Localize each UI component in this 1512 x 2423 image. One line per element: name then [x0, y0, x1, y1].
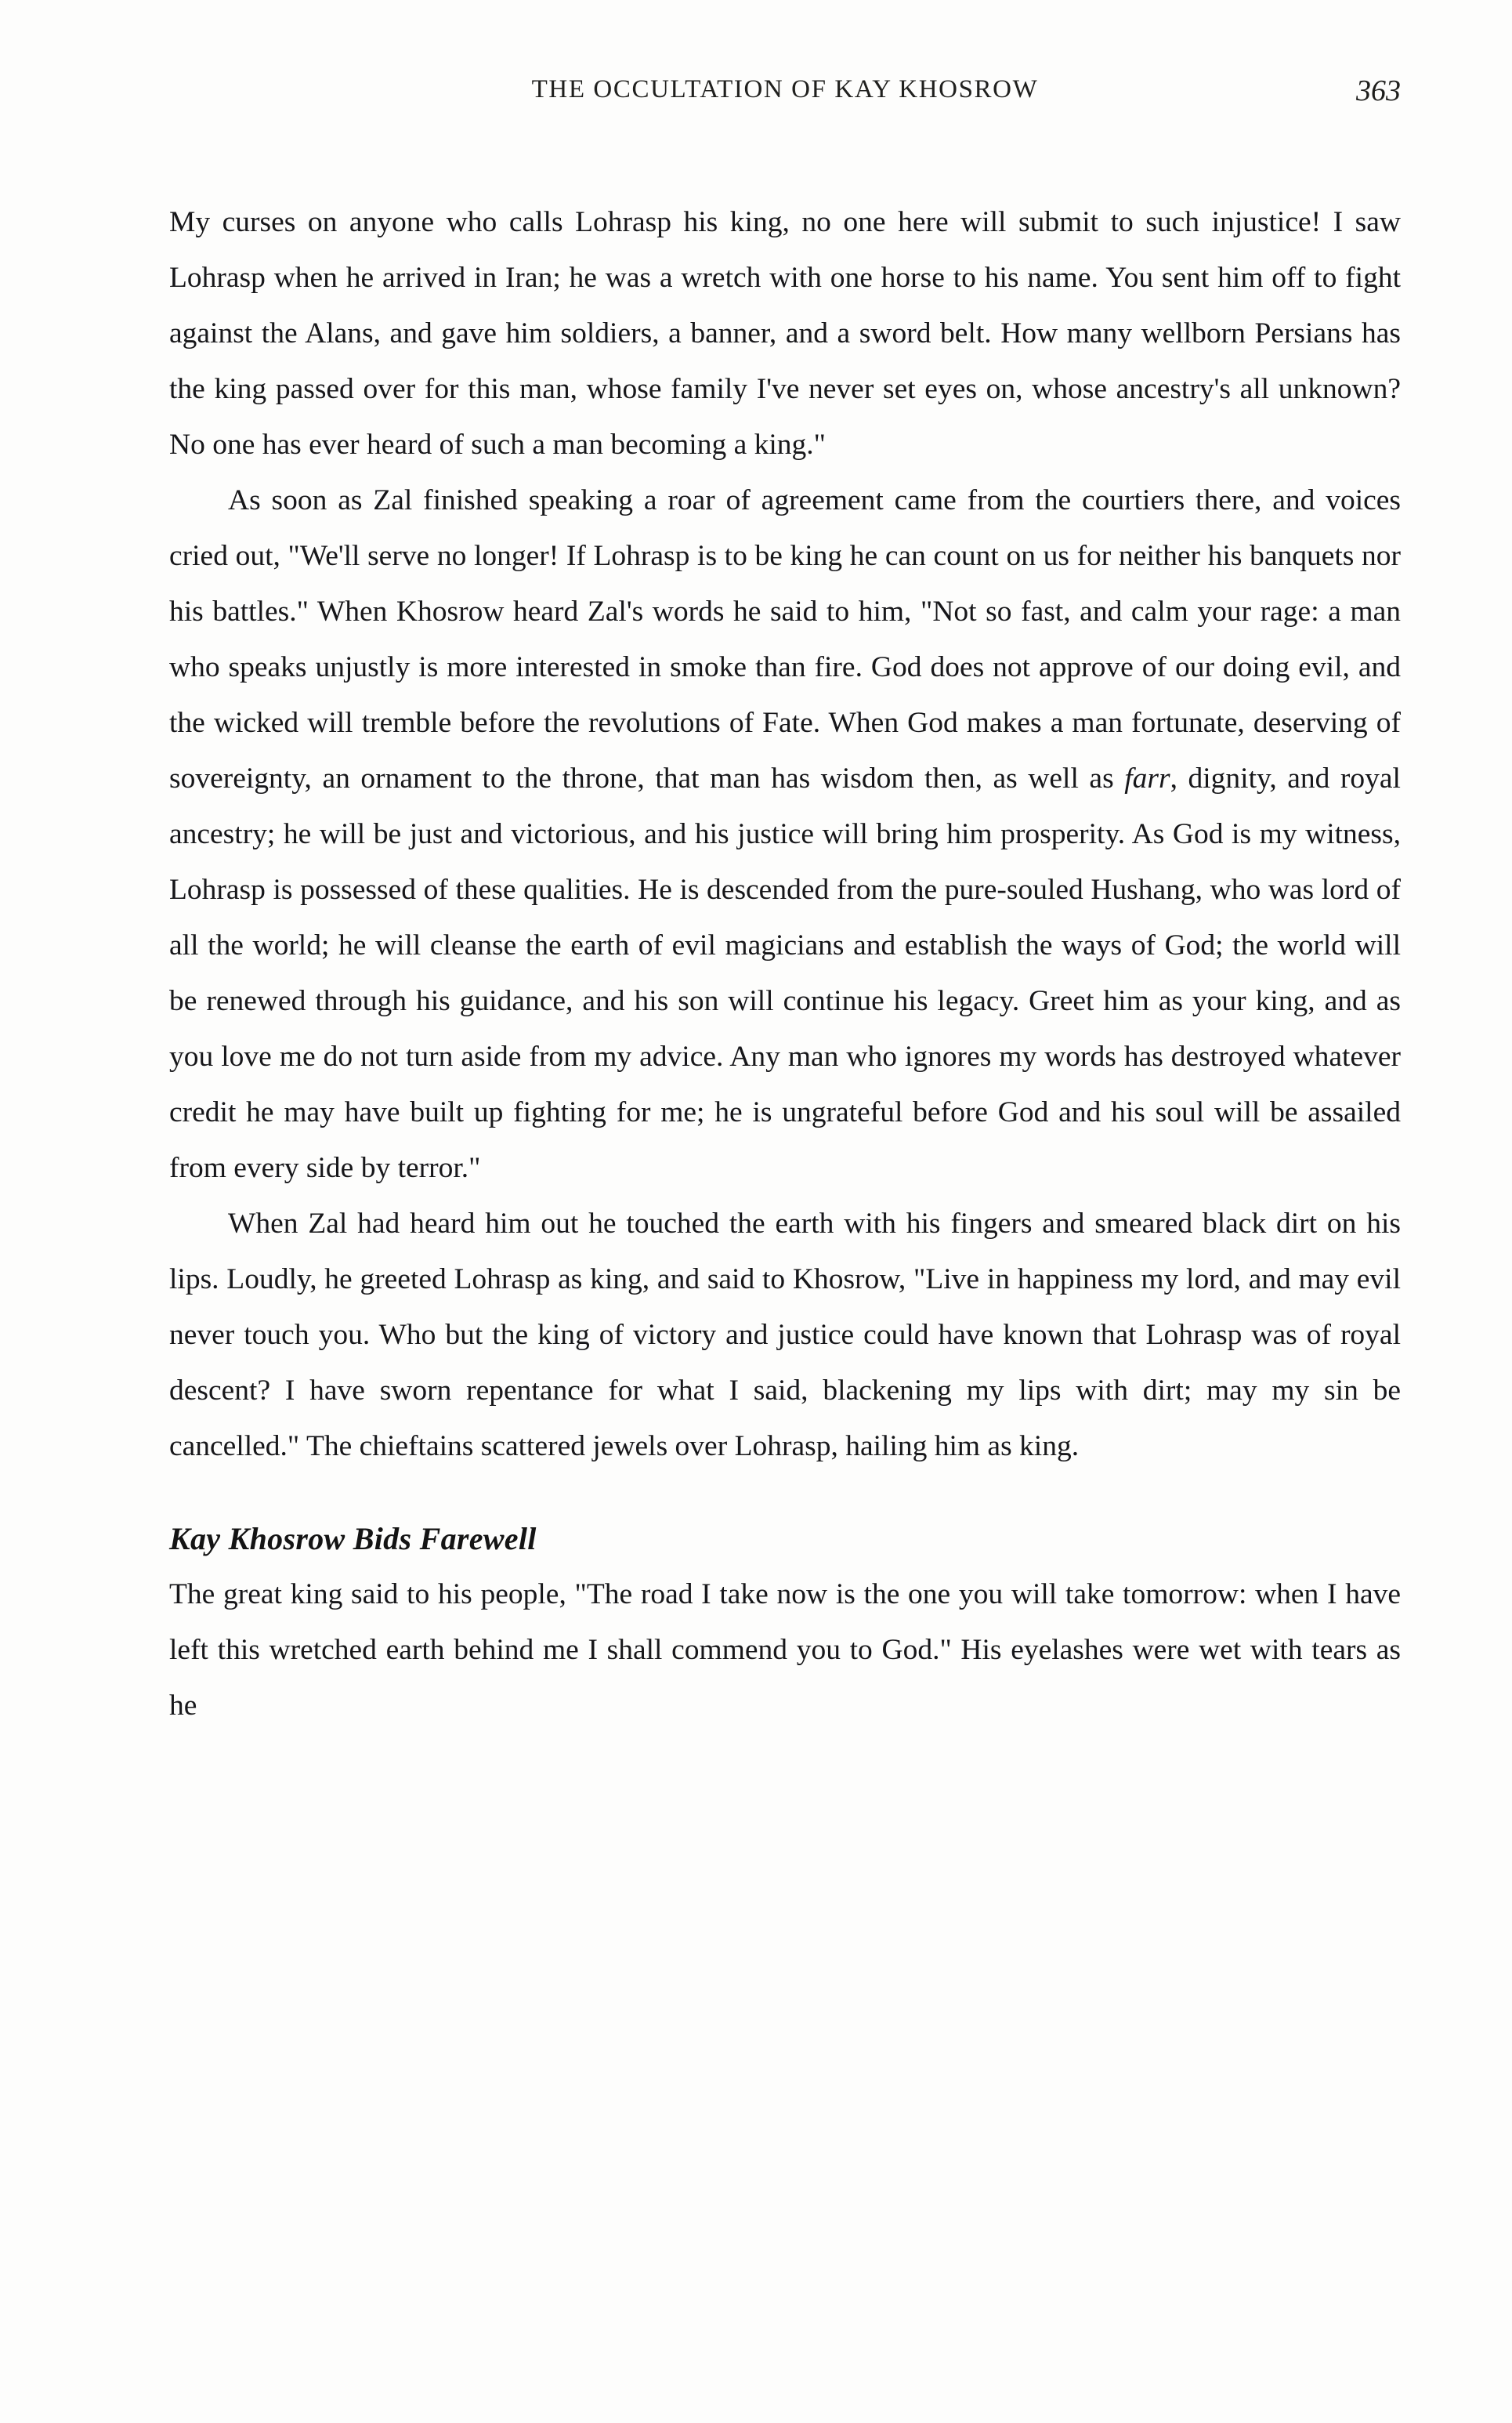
paragraph-1: My curses on anyone who calls Lohrasp his king, no one here will submit to such injustice! I saw Lohrasp when he arrived in Iran; he was a wretch with one horse to his name. You sent him off to fight against the Alans, and gave him soldiers, a banner, and a sword belt. How many wellborn Persians has the king passed over for this man, whose family I've never set eyes on, whose ancestry's all unknown? No one has ever heard of such a man becoming a king." [169, 206, 1401, 461]
page-content-area [169, 63, 1401, 1733]
page-number: 363 [1356, 74, 1401, 107]
paragraph-2-part-2: , dignity, and royal ancestry; he will be just and victorious, and his justice will bring him prosperity. As God is my witness, Lohrasp is possessed of these qualities. He is descended from the pure-souled Hushang, who was lord of all the world; he will cleanse the earth of evil magicians and establish the ways of God; the world will be renewed through his guidance, and his son will continue his legacy. Greet him as your king, and as you love me do not turn aside from my advice. Any man who ignores my words has destroyed whatever credit he may have built up fighting for me; he is ungrateful before God and his soul will be assailed from every side by terror." [169, 762, 1401, 1184]
section-subheading: Kay Khosrow Bids Farewell [169, 1521, 537, 1556]
paragraph-2 [169, 473, 1401, 1196]
running-head [169, 63, 1401, 138]
paragraph-2-italic-term: farr [1124, 762, 1170, 795]
paragraph-3: When Zal had heard him out he touched the earth with his fingers and smeared black dirt on his lips. Loudly, he greeted Lohrasp as king, and said to Khosrow, "Live in happiness my lord, and may evil never touch you. Who but the king of victory and justice could have known that Lohrasp was of royal descent? I have sworn repentance for what I said, blackening my lips with dirt; may my sin be cancelled." The chieftains scattered jewels over Lohrasp, hailing him as king. [169, 1208, 1401, 1462]
body-text-column [169, 194, 1401, 1733]
paragraph-4: The great king said to his people, "The road I take now is the one you will take tomorrow: when I have left this wretched earth behind me I shall commend you to God." His eyelashes were wet with tears as he [169, 1578, 1401, 1722]
running-head-title: THE OCCULTATION OF KAY KHOSROW [531, 75, 1039, 103]
paragraph-2-part-1: As soon as Zal finished speaking a roar of agreement came from the courtiers there, and voices cried out, "We'll serve no longer! If Lohrasp is to be king he can count on us for neither his banquets nor his battles." When Khosrow heard Zal's words he said to him, "Not so fast, and calm your rage: a man who speaks unjustly is more interested in smoke than fire. God does not approve of our doing evil, and the wicked will tremble before the revolutions of Fate. When God makes a man fortunate, deserving of sovereignty, an ornament to the throne, that man has wisdom then, as well as [169, 484, 1401, 795]
